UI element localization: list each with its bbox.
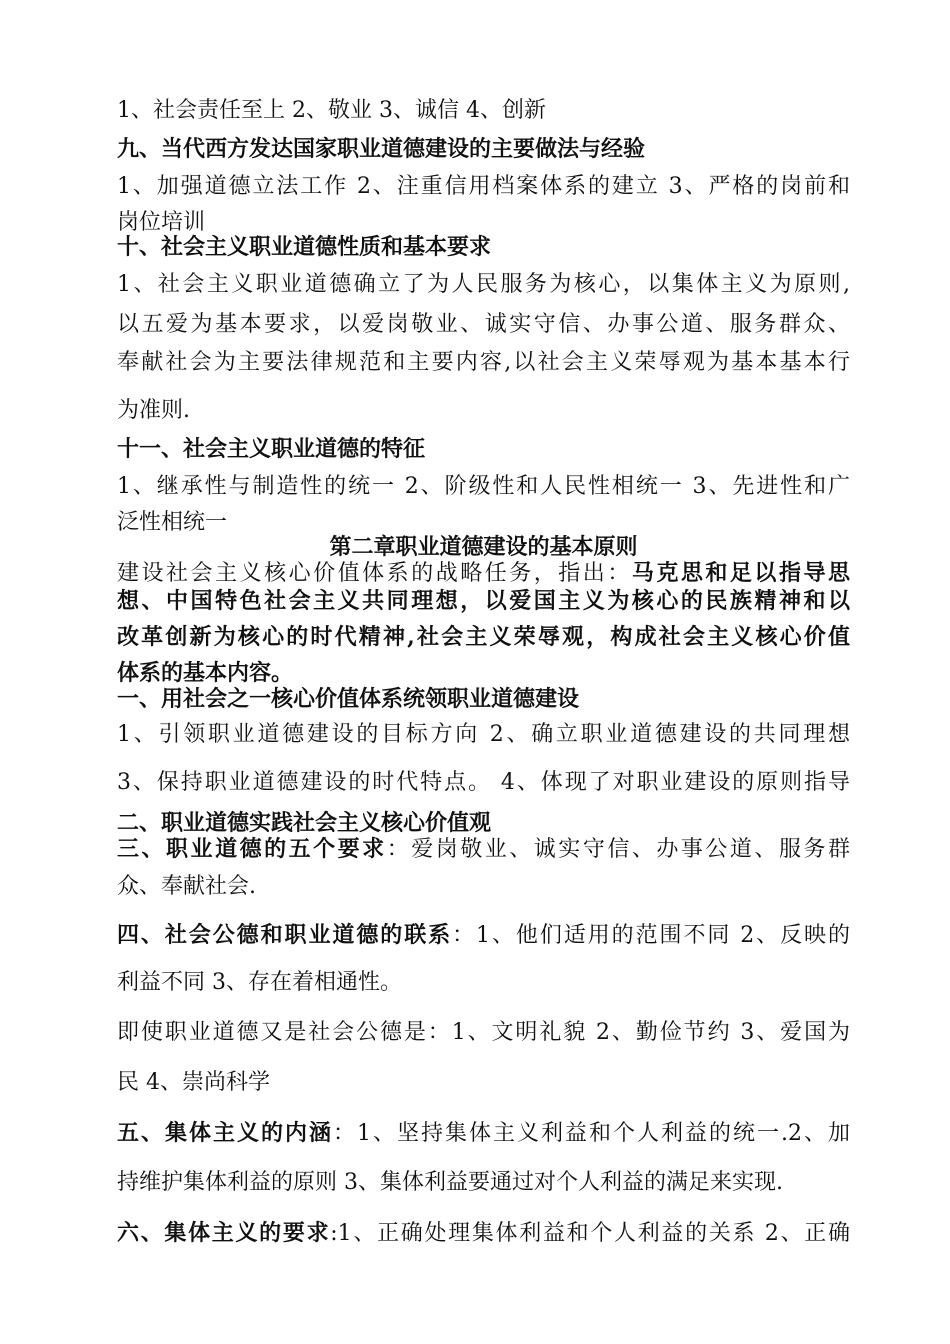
text-span: :1、正确处理集体利益和个人利益的关系 2、正确: [330, 1221, 850, 1246]
intro-bold: 马克思和足以指导思: [631, 560, 850, 586]
text-line: 以五爱为基本要求，以爱岗敬业、诚实守信、办事公道、服务群众、: [117, 312, 850, 337]
text-line: 1、社会责任至上 2、敬业 3、诚信 4、创新: [117, 98, 546, 123]
subsection-heading-6: 六、集体主义的要求: [117, 1220, 331, 1246]
text-line: 1、社会主义职业道德确立了为人民服务为核心，以集体主义为原则,: [117, 272, 850, 297]
subsection-heading-4: 四、社会公德和职业道德的联系: [117, 922, 453, 948]
intro-plain: 建设社会主义核心价值体系的战略任务，指出：: [117, 561, 632, 586]
text-span: ：1、他们适用的范围不同 2、反映的: [452, 923, 850, 948]
text-line: 泛性相统一: [117, 510, 228, 535]
text-line: [117, 834, 850, 865]
subsection-heading-3: 三、职业道德的五个要求: [117, 836, 387, 862]
text-line: 体系的基本内容。: [117, 660, 294, 686]
text-line: 1、引领职业道德建设的目标方向 2、确立职业道德建设的共同理想: [117, 722, 850, 747]
text-line: 众、奉献社会.: [117, 874, 256, 899]
subsection-heading-2: 二、职业道德实践社会主义核心价值观: [117, 810, 492, 836]
text-line: 1、加强道德立法工作 2、注重信用档案体系的建立 3、严格的岗前和: [117, 174, 850, 199]
text-line: 利益不同 3、存在着相通性。: [117, 970, 402, 995]
text-line: 即使职业道德又是社会公德是：1、文明礼貌 2、勤俭节约 3、爱国为: [117, 1020, 850, 1045]
section-heading-9: 九、当代西方发达国家职业道德建设的主要做法与经验: [117, 136, 646, 162]
text-line: 1、继承性与制造性的统一 2、阶级性和人民性相统一 3、先进性和广: [117, 474, 850, 499]
text-line: 民 4、崇尚科学: [117, 1070, 270, 1095]
subsection-heading-1: 一、用社会之一核心价值体系统领职业道德建设: [117, 686, 580, 712]
text-span: ：1、坚持集体主义利益和个人利益的统一.2、加: [333, 1121, 850, 1146]
text-line: [117, 1118, 850, 1149]
text-line: 奉献社会为主要法律规范和主要内容,以社会主义荣辱观为基本基本行: [117, 350, 850, 375]
text-line: [117, 1218, 850, 1249]
text-line: 为准则.: [117, 398, 190, 423]
text-line: 3、保持职业道德建设的时代特点。 4、体现了对职业建设的原则指导: [117, 770, 850, 795]
text-line: 持维护集体利益的原则 3、集体利益要通过对个人利益的满足来实现.: [117, 1170, 783, 1195]
text-line: 想、中国特色社会主义共同理想，以爱国主义为核心的民族精神和以: [117, 588, 850, 614]
text-span: ：爱岗敬业、诚实守信、办事公道、服务群: [386, 837, 850, 862]
section-heading-10: 十、社会主义职业道德性质和基本要求: [117, 234, 492, 260]
text-line: [117, 558, 850, 589]
chapter-title: 第二章职业道德建设的基本原则: [329, 534, 638, 560]
text-line: 改革创新为核心的时代精神,社会主义荣辱观，构成社会主义核心价值: [117, 624, 850, 650]
section-heading-11: 十一、社会主义职业道德的特征: [117, 436, 426, 462]
subsection-heading-5: 五、集体主义的内涵: [117, 1120, 333, 1146]
text-line: 岗位培训: [117, 210, 206, 235]
text-line: [117, 920, 850, 951]
